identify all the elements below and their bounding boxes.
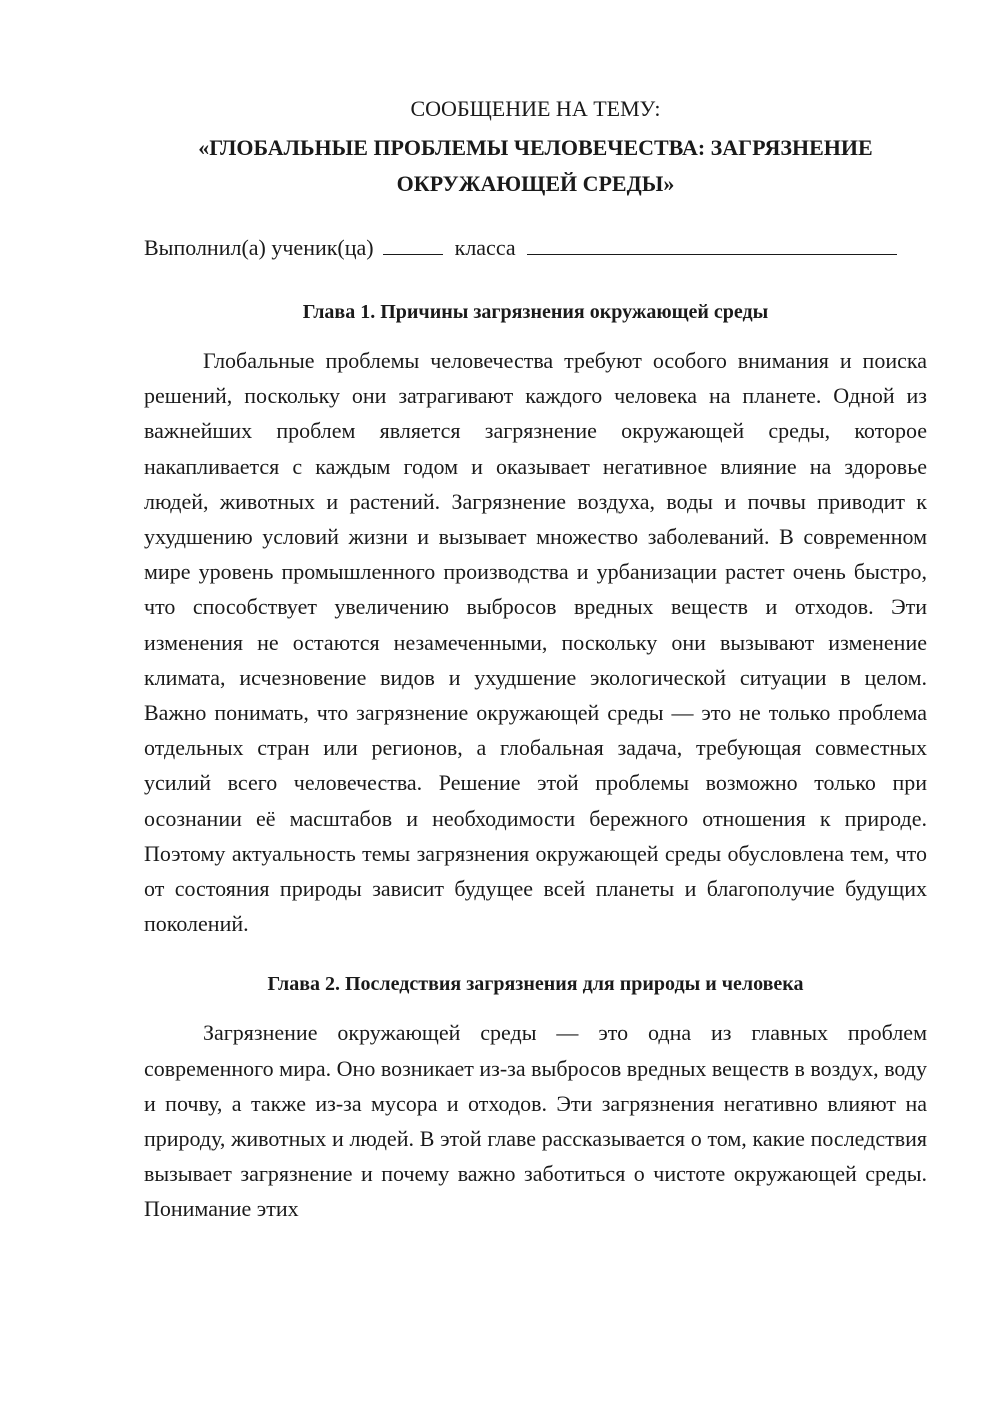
chapter-2-title: Глава 2. Последствия загрязнения для природы и человека — [267, 973, 804, 996]
document-header: СООБЩЕНИЕ НА ТЕМУ: — [410, 96, 661, 121]
student-name-blank — [527, 232, 897, 255]
class-label: класса — [454, 235, 516, 260]
class-number-blank — [383, 232, 443, 255]
chapter-1-title: Глава 1. Причины загрязнения окружающей среды — [302, 301, 769, 323]
chapter-2-paragraph: Загрязнение окружающей среды — это одна из главных проблем современного мира. Оно возникает из-за выбросов вредных веществ в воздух, воду и почву, а также из-за мусора и отходов. Эти загрязнения негативно влияют на природу, животных и людей. В этой главе рассказывается о том, какие последствия вызывает загрязнение и почему важно заботиться о чистоте окружающей среды. Понимание этих — [144, 1020, 927, 1222]
author-line — [144, 232, 927, 264]
chapter-1-paragraph: Глобальные проблемы человечества требуют особого внимания и поиска решений, поскольку они затрагивают каждого человека на планете. Одной из важнейших проблем является загрязнение окружающей среды, которое накапливается с каждым годом и оказывает негативное влияние на здоровье людей, животных и растений. Загрязнение воздуха, воды и почвы приводит к ухудшению условий жизни и вызывает множество заболеваний. В современном мире уровень промышленного производства и урбанизации растет очень быстро, что способствует увеличению выбросов вредных веществ и отходов. Эти изменения не остаются незамеченными, поскольку они вызывают изменение климата, исчезновение видов и ухудшение экологической ситуации в целом. Важно понимать, что загрязнение окружающей среды — это не только проблема отдельных стран или регионов, а глобальная задача, требующая совместных усилий всего человечества. Решение этой проблемы возможно только при осознании её масштабов и необходимости бережного отношения к природе. Поэтому актуальность темы загрязнения окружающей среды обусловлена тем, что от состояния природы зависит будущее всей планеты и благополучие будущих поколений. — [144, 348, 927, 937]
author-label: Выполнил(а) ученик(ца) — [144, 235, 374, 260]
document-page — [144, 92, 927, 1227]
document-title: «ГЛОБАЛЬНЫЕ ПРОБЛЕМЫ ЧЕЛОВЕЧЕСТВА: ЗАГРЯЗНЕНИЕ ОКРУЖАЮЩЕЙ СРЕДЫ» — [198, 135, 873, 196]
